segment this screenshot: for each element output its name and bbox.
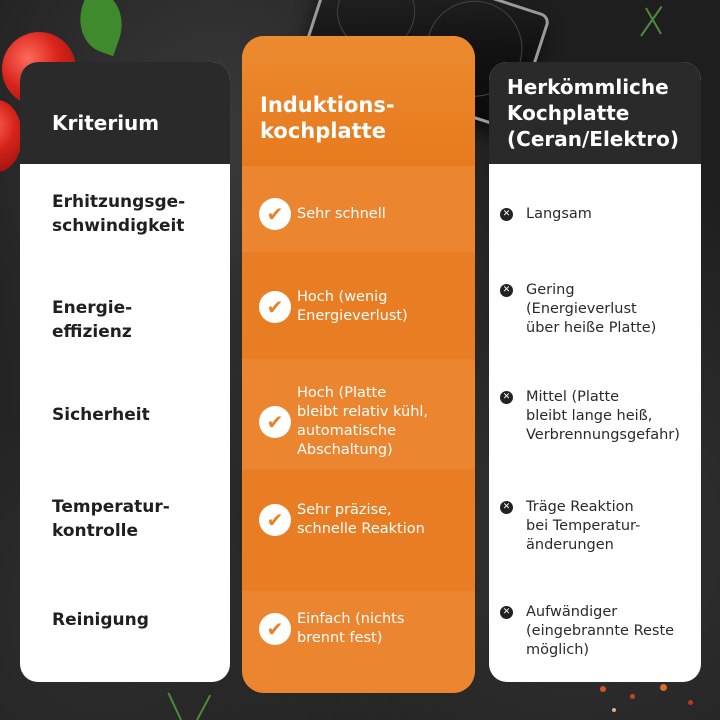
criterion-label: Energie- effizienz: [52, 298, 133, 342]
conventional-cell: ✕ Mittel (Platte bleibt lange heiß, Verbrennungsgefahr): [500, 388, 680, 445]
conventional-cell: ✕ Gering (Energieverlust über heiße Platte): [500, 281, 656, 338]
check-icon: ✔: [259, 198, 291, 230]
leaf-decoration: [70, 0, 132, 56]
criteria-header-title: Kriterium: [52, 111, 160, 135]
tomato-decoration: [0, 100, 22, 172]
induction-column: [242, 36, 475, 693]
induction-cell: ✔ Hoch (Platte bleibt relativ kühl, automatische Abschaltung): [259, 384, 428, 460]
cross-icon: ✕: [500, 606, 513, 619]
check-icon: ✔: [259, 613, 291, 645]
criteria-header: [20, 62, 230, 164]
cross-icon: ✕: [500, 208, 513, 221]
check-icon: ✔: [259, 291, 291, 323]
conventional-cell: ✕ Träge Reaktion bei Temperatur- änderungen: [500, 498, 640, 555]
cross-icon: ✕: [500, 391, 513, 404]
criteria-column: [20, 62, 230, 682]
herb-decoration: [645, 8, 662, 35]
criterion-label: Temperatur- kontrolle: [52, 497, 170, 541]
spice-speck: [600, 686, 606, 692]
conventional-header: [489, 62, 701, 164]
criterion-label: Sicherheit: [52, 405, 150, 425]
spice-speck: [660, 684, 667, 691]
check-icon: ✔: [259, 406, 291, 438]
check-icon: ✔: [259, 504, 291, 536]
spice-speck: [612, 708, 616, 712]
spice-speck: [688, 700, 693, 705]
induction-cell: ✔ Hoch (wenig Energieverlust): [259, 288, 408, 326]
induction-cell: ✔ Sehr präzise, schnelle Reaktion: [259, 501, 425, 539]
conventional-column: [489, 62, 701, 682]
spice-speck: [630, 694, 635, 699]
criterion-label: Reinigung: [52, 610, 149, 630]
conventional-cell: ✕ Langsam: [500, 205, 592, 224]
induction-cell: ✔ Sehr schnell: [259, 198, 386, 230]
induction-cell: ✔ Einfach (nichts brennt fest): [259, 610, 404, 648]
cross-icon: ✕: [500, 501, 513, 514]
criterion-label: Erhitzungsge- schwindigkeit: [52, 192, 186, 236]
herb-decoration: [167, 692, 181, 720]
conventional-header-title: Herkömmliche Kochplatte (Ceran/Elektro): [507, 75, 679, 151]
herb-decoration: [196, 695, 211, 720]
induction-header-title: Induktions- kochplatte: [260, 93, 395, 143]
conventional-cell: ✕ Aufwändiger (eingebrannte Reste möglich): [500, 603, 674, 660]
cross-icon: ✕: [500, 284, 513, 297]
induction-header: [242, 36, 475, 166]
